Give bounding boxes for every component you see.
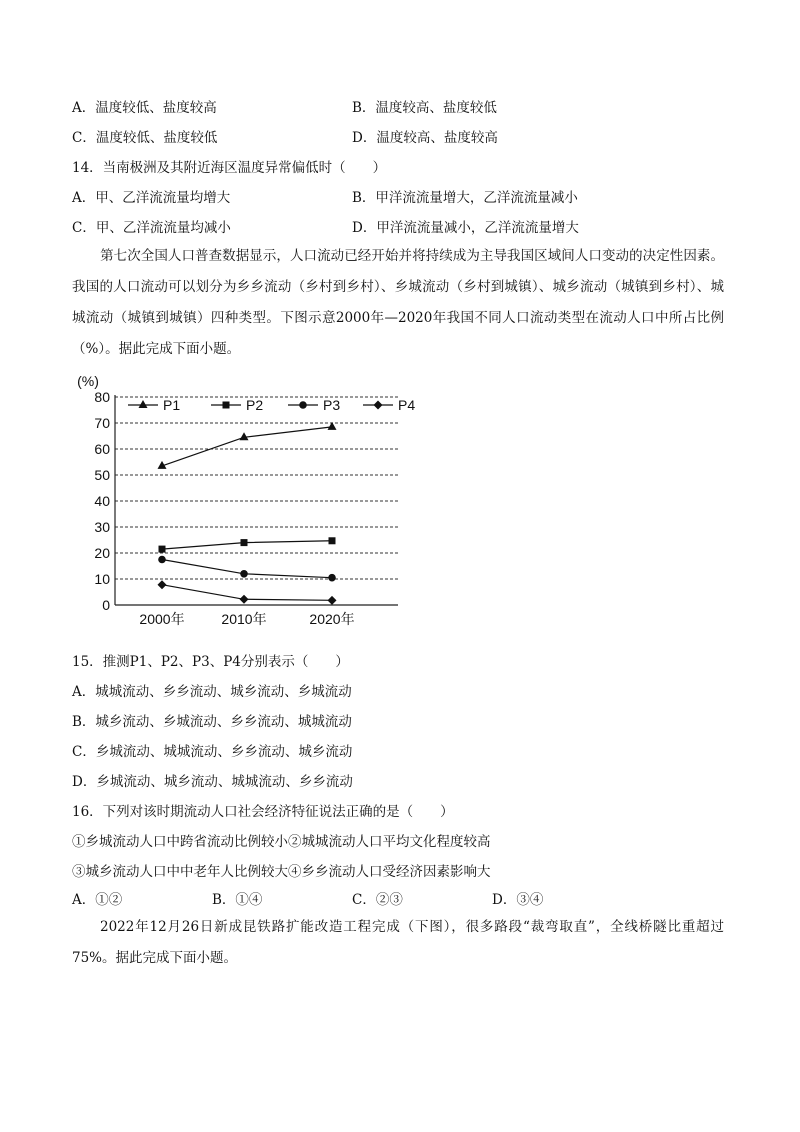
y-tick-label: 0	[102, 597, 110, 613]
data-point-p4	[328, 596, 337, 605]
y-axis-unit-label: (%)	[77, 373, 99, 389]
legend-marker-p1	[139, 400, 148, 408]
q16-option-d: D．③④	[492, 892, 544, 908]
q16-option-c: C．②③	[352, 892, 403, 908]
q13-option-d: D．温度较高、盐度较高	[352, 130, 498, 146]
legend-label-p1: P1	[163, 397, 181, 413]
q14-stem: 14．当南极洲及其附近海区温度异常偏低时（ ）	[72, 160, 387, 176]
y-tick-label: 10	[94, 571, 110, 587]
q13-option-b: B．温度较高、盐度较低	[352, 100, 497, 116]
q13-option-a: A．温度较低、盐度较高	[72, 100, 217, 116]
population-flow-line-chart	[60, 368, 416, 628]
q16-statements-line-1: ①乡城流动人口中跨省流动比例较小②城城流动人口平均文化程度较高	[72, 834, 491, 850]
q15-stem: 15．推测P1、P2、P3、P4分别表示（ ）	[72, 654, 349, 670]
data-point-p2	[329, 537, 336, 544]
legend-marker-p3	[299, 401, 307, 409]
y-tick-label: 70	[94, 415, 110, 431]
q14-option-c: C．甲、乙洋流流量均减小	[72, 220, 231, 236]
legend-marker-p2	[223, 402, 230, 409]
data-point-p1	[240, 432, 249, 440]
data-point-p2	[159, 546, 166, 553]
legend-label-p3: P3	[323, 397, 341, 413]
data-point-p4	[158, 580, 167, 589]
data-point-p4	[240, 595, 249, 604]
q13-option-c: C．温度较低、盐度较低	[72, 130, 218, 146]
q15-option-d: D．乡城流动、城乡流动、城城流动、乡乡流动	[72, 774, 353, 790]
legend-label-p2: P2	[246, 397, 264, 413]
y-tick-label: 40	[94, 493, 110, 509]
q15-option-c: C．乡城流动、城城流动、乡乡流动、城乡流动	[72, 744, 353, 760]
q16-statements-line-2: ③城乡流动人口中中老年人比例较大④乡乡流动人口受经济因素影响大	[72, 864, 491, 880]
y-tick-label: 50	[94, 467, 110, 483]
legend-marker-p4	[374, 401, 383, 410]
y-tick-label: 60	[94, 441, 110, 457]
q16-stem: 16．下列对该时期流动人口社会经济特征说法正确的是（ ）	[72, 804, 454, 820]
passage-chengkun-railway	[72, 912, 724, 974]
q15-option-a: A．城城流动、乡乡流动、城乡流动、乡城流动	[72, 684, 352, 700]
y-tick-label: 30	[94, 519, 110, 535]
passage-population-flow-text: 第七次全国人口普查数据显示，人口流动已经开始并将持续成为主导我国区域间人口变动的决定性因素。我国的人口流动可以划分为乡乡流动（乡村到乡村）、乡城流动（乡村到城镇）、城乡流动（城镇到乡村）、城城流动（城镇到城镇）四种类型。下图示意2000年—2020年我国不同人口流动类型在流动人口中所占比例（%）。据此完成下面小题。	[72, 248, 724, 357]
x-tick-label: 2020年	[309, 611, 355, 627]
x-tick-label: 2000年	[139, 611, 185, 627]
q14-option-b: B．甲洋流流量增大，乙洋流流量减小	[352, 190, 578, 206]
q16-option-a: A．①②	[72, 892, 123, 908]
data-point-p2	[241, 539, 248, 546]
passage-chengkun-railway-text: 2022年12月26日新成昆铁路扩能改造工程完成（下图），很多路段“裁弯取直”，全线桥隧比重超过75%。据此完成下面小题。	[72, 919, 724, 966]
x-tick-label: 2010年	[221, 611, 267, 627]
data-point-p3	[240, 570, 248, 578]
y-tick-label: 20	[94, 545, 110, 561]
data-point-p3	[328, 574, 336, 582]
legend-label-p4: P4	[398, 397, 416, 413]
q15-option-b: B．城乡流动、乡城流动、乡乡流动、城城流动	[72, 714, 352, 730]
q14-option-a: A．甲、乙洋流流量均增大	[72, 190, 231, 206]
q16-option-b: B．①④	[212, 892, 263, 908]
q14-option-d: D．甲洋流流量减小，乙洋流流量增大	[352, 220, 579, 236]
passage-population-flow	[72, 241, 724, 365]
series-line-p1	[162, 427, 332, 466]
y-tick-label: 80	[94, 389, 110, 405]
data-point-p3	[158, 556, 166, 564]
